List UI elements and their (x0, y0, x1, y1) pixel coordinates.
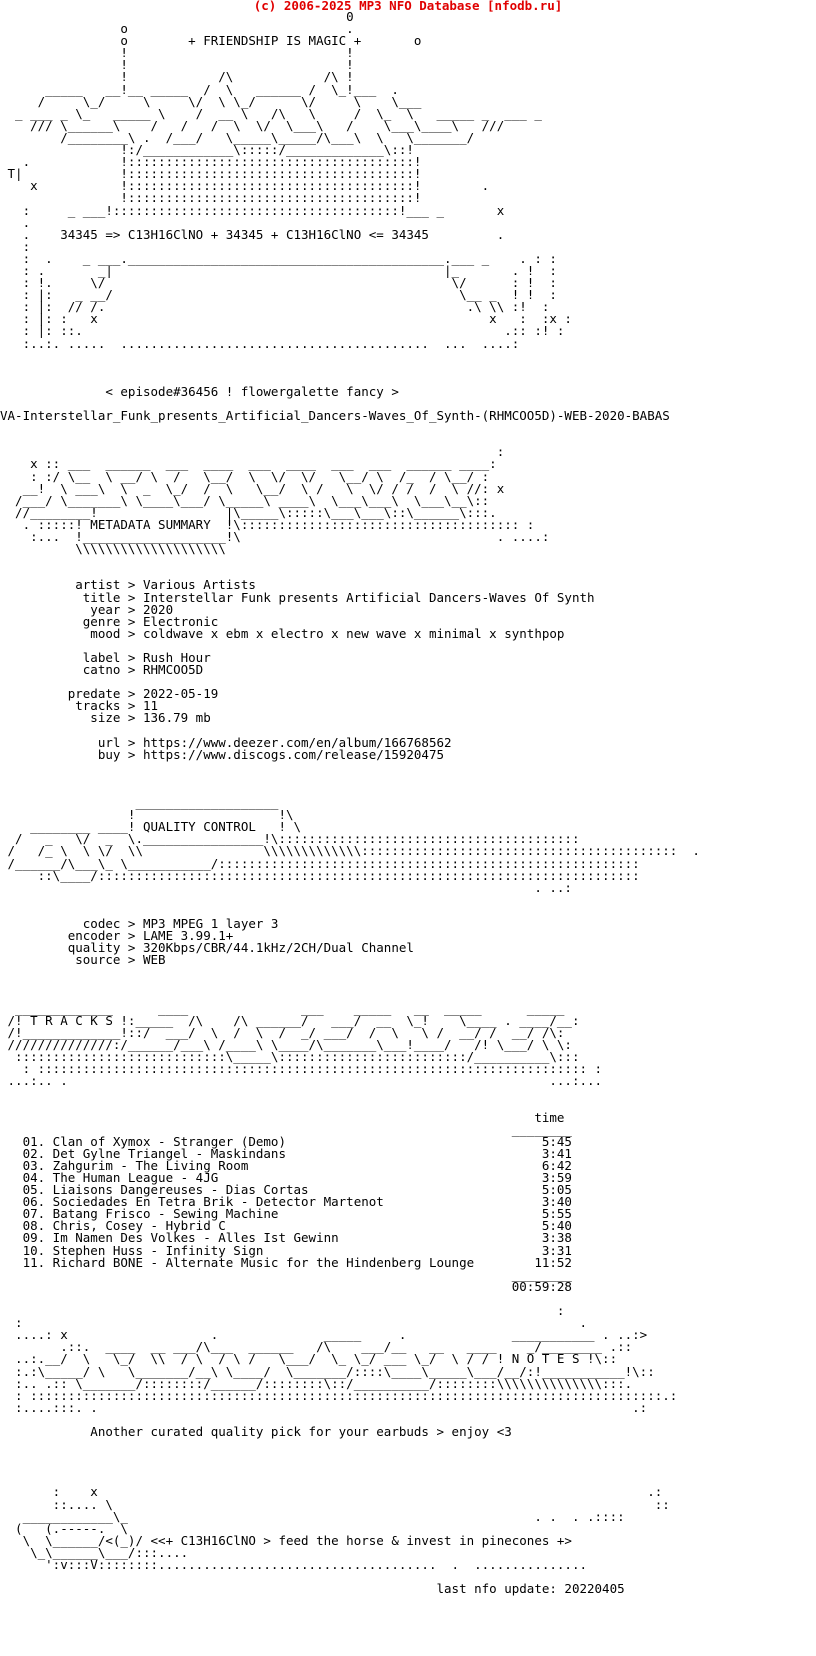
nfo-text: 0 o . o + FRIENDSHIP IS MAGIC + o ! ! ! ! ! /\ /\ ! _____ __!__ _____ / \ ______ / \_!___ . / \_/ \ \/ \ \_/ \/ \ \___ _ ___ _ \_ _____ \ / __ \ /\ \ / \_ \ _____ _ ___ _ /// \______\ / / / \ \/ \___\ / \___\____\ /// /________\ . /___/ \_____\_____/\___\ \ \_______/ !:/____________\:::::/_____________\::! . !::::::::::::::::::::::::::::::::::::::! T| !::::::::::::::::::::::::::::::::::::::! x !::::::::::::::::::::::::::::::::::::::! . !::::::::::::::::::::::::::::::::::::::! : _ ___!::::::::::::::::::::::::::::::::::::::!___ _ x . . 34345 => C13H16ClNO + 34345 + C13H16ClNO <= 34345 . : : . _ ___.__________________________________________.___ _ . : : : . _| |_ . ! : : !. \/ \/ : ! : : |: _ __/ \__ _ ! ! : : |: // /. .\ \\ :! : : |: : x x : :x : : |: ::. .:: :! : :..:. ..... ......................................... ... ....: < episode#36456 ! flowergalette fancy > VA-Interstellar_Funk_presents_Artificial_Dancers-Waves_Of_Synth-(RHMCOO5D)-WEB-2020-BABAS : x :: ___ ______ ___ ____ ___ ____ ___ ___ ______ ____: : :/ \__ \ __/ \ / \__/ \ \/ \/ \__/ \ /_ / \__/ : __! \ ___\ \ _ \_/ / \ \__/ \ / \ \/ / / / \ //: x /___/ \_______\ \____\___/ \_____\ ____\ \___\___\ \___\__\:: //________! |\_____\:::::\___\___\::\______\:::. . :::::! METADATA SUMMARY !\::::::::::::::::::::::::::::::::::::: : :... !___________________!\ . ....: \\\\\\\\\\\\\\\\\\\\ artist > Various Artists title > Interstellar Funk presents Artificial Dancers-Waves Of Synth year > 2020 genre > Electronic mood > coldwave x ebm x electro x new wave x minimal x synthpop label > Rush Hour catno > RHMCOO5D predate > 2022-05-19 tracks > 11 size > 136.79 mb url > https://www.deezer.com/en/album/166768562 buy > https://www.discogs.com/release/15920475 ___________________ ! !\ ________ ____! QUALITY CONTROL ! \ / _ \/ _ \.________________!\:::::::::::::::::::::::::::::::::::::::: / /_ \ \ \/ \\ \\\\\\\\\\\\\:::::::::::::::::::::::::::::::::::::::::: . /______/\___\_ \___________/:::::::::::::::::::::::::::::::::::::::::::::::::::::::: ::\____/:::::::::::::::::::::::::::::::::::::::::::::::::::::::::::::::::::::::: . ..: codec > MP3 MPEG 1 layer 3 encoder > LAME 3.99.1+ quality > 320Kbps/CBR/44.1kHz/2CH/Dual Channel source > WEB _____________ ____ ___ _____ __ _____ _____ /! T R A C K S !:_____ /\ /\ ______/ ___/ __ \_! \____ . ____/__: /!_____________!::/ ___/ \ / \ / _/ ___/ / \ \ / __/ / __/ /\: //////////////:/______/___\ /____\ \____/\_______\___!____/ /! \___/ \ \: ::::::::::::::::::::::::::::\_____\:::::::::::::::::::::::::/__________\::: : ::::::::::::::::::::::::::::::::::::::::::::::::::::::::::::::::::::::::: : ...:.. . ...:... time ________ 01. Clan of Xymox - Stranger (Demo) 5:45 02. Det Gylne Triangel - Maskindans 3:41 03. Zahgurim - The Living Room 6:42 04. The Human League - 4JG 3:59 05. Liaisons Dangereuses - Dias Cortas 5:05 06. Sociedades En Tetra Brik - Detector Martenot 3:40 07. Batang Frisco - Sewing Machine 5:55 08. Chris, Cosey - Hybrid C 5:40 09. Im Namen Des Volkes - Alles Ist Gewinn 3:38 10. Stephen Huss - Infinity Sign 3:31 11. Richard BONE - Alternate Music for the Hindenberg Lounge 11:52 ________ 00:59:28 : : . ....: x . _____ . ___________ . ..:> .::. ____ __ ___/\___ ______ /\ ___/__ __ ____ _/________ .:: ..:.__/ \ \_/ \\ / \ / \ / \___/ \_ \_/ ___ \_/ \ / / ! N O T E S !\:: :.:\_____/ \ \_______/__\ \____/ \_______/::::\____\_____\___/__/:!___________!\:: :.. .:: \_______/::::::::/______/::::::::\::/__________/::::::::\\\\\\\\\\\\\\:::. : ::::::::::::::::::::::::::::::::::::::::::::::::::::::::::::::::::::::::::::::::::::.: :....:::. . .: Another curated quality pick for your earbuds > enjoy <3 : x .: ::.... \ :: ____________\_ . . . .:::: ( (.-----. \ \ \______/<(_)/ <<+ C13H16ClNO > feed the horse & invest in pinecones +> \_\______\___/:::.... ':v:::V::::::::..................................... . ............... last nfo update: 20220405 (0, 11, 700, 1597)
copyright-header: (c) 2006-2025 MP3 NFO Database [nfodb.ru] (253, 0, 563, 13)
